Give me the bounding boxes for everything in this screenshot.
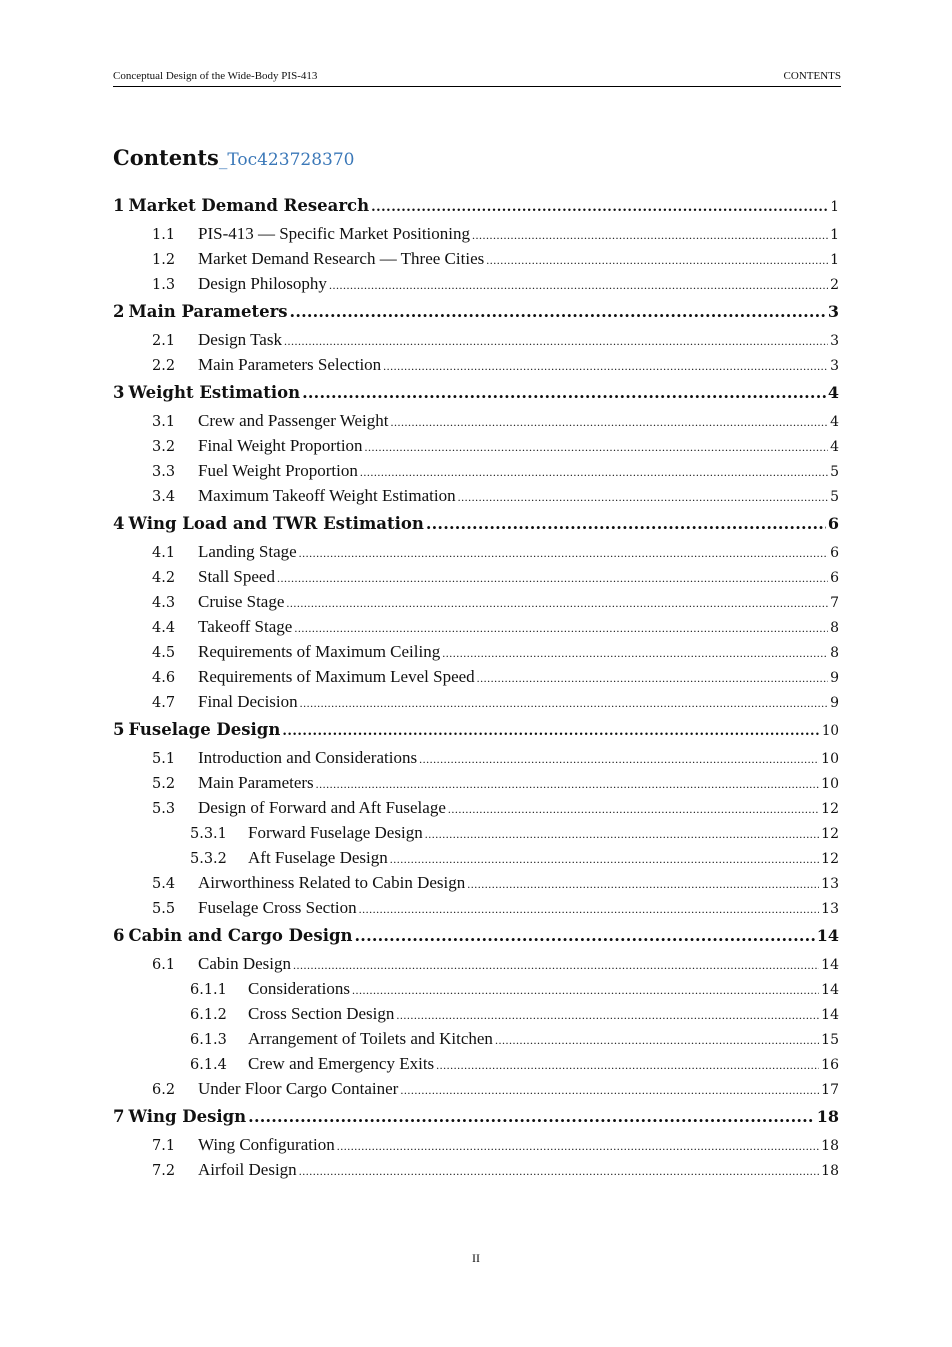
toc-entry-page: 4 (830, 414, 839, 430)
toc-entry[interactable] (113, 820, 839, 845)
toc-entry-title: Main Parameters (198, 773, 314, 792)
toc-entry-page: 18 (821, 1138, 839, 1154)
toc-entry[interactable] (113, 408, 839, 433)
toc-entry[interactable] (113, 1076, 839, 1101)
page-header (113, 68, 841, 87)
toc-dot-leader (316, 772, 820, 797)
toc-dot-leader (458, 485, 828, 510)
toc-entry-title: Market Demand Research — Three Cities (198, 249, 485, 268)
toc-entry-title: Requirements of Maximum Level Speed (198, 667, 475, 686)
toc-entry-number: 6.1 (152, 957, 176, 973)
toc-entry-number: 7.1 (152, 1138, 176, 1154)
toc-entry-page: 1 (830, 227, 839, 243)
toc-dot-leader (486, 248, 828, 273)
toc-dot-leader (396, 1003, 819, 1028)
toc-entry-number: 2.2 (152, 358, 176, 374)
toc-entry-title: Weight Estimation (128, 383, 301, 402)
toc-dot-leader (360, 460, 828, 485)
toc-entry-page: 10 (821, 751, 839, 767)
toc-dot-leader (284, 329, 828, 354)
toc-entry-number: 5.3 (152, 801, 176, 817)
toc-entry-number: 1.3 (152, 277, 176, 293)
toc-entry-number: 3.4 (152, 489, 176, 505)
toc-dot-leader (365, 435, 829, 460)
toc-entry-page: 6 (830, 570, 839, 586)
toc-entry-page: 3 (830, 333, 839, 349)
toc-entry-number: 6.1.1 (190, 982, 227, 998)
toc-entry[interactable] (113, 951, 839, 976)
toc-entry[interactable] (113, 564, 839, 589)
toc-entry-page: 10 (821, 776, 839, 792)
toc-entry[interactable] (113, 352, 839, 377)
toc-entry-title: Maximum Takeoff Weight Estimation (198, 486, 456, 505)
toc-entry[interactable] (113, 327, 839, 352)
toc-entry-title: Wing Design (128, 1107, 247, 1126)
toc-entry-number: 6.2 (152, 1082, 176, 1098)
toc-entry-title: Main Parameters (128, 302, 288, 321)
toc-entry-page: 6 (830, 545, 839, 561)
header-document-title: Conceptual Design of the Wide-Body PIS-413 (113, 70, 318, 82)
toc-entry[interactable] (113, 221, 839, 246)
toc-entry-title: Stall Speed (198, 567, 275, 586)
toc-entry-number: 5.2 (152, 776, 176, 792)
toc-entry-page: 8 (830, 645, 839, 661)
toc-dot-leader (337, 1134, 819, 1159)
toc-entry[interactable] (113, 745, 839, 770)
toc-entry-title: Landing Stage (198, 542, 297, 561)
toc-entry-title: Market Demand Research (128, 196, 370, 215)
toc-dot-leader (293, 953, 819, 978)
toc-entry-page: 14 (821, 957, 839, 973)
toc-entry-number: 5.3.1 (190, 826, 227, 842)
toc-dot-leader (472, 223, 828, 248)
toc-entry-number: 4.2 (152, 570, 176, 586)
toc-dot-leader (467, 872, 819, 897)
toc-entry[interactable] (113, 458, 839, 483)
toc-entry[interactable] (113, 976, 839, 1001)
toc-entry-number: 3.1 (152, 414, 176, 430)
toc-entry-page: 2 (830, 277, 839, 293)
toc-entry-number: 3 (113, 383, 125, 402)
toc-entry[interactable] (113, 539, 839, 564)
page-footer (0, 1251, 952, 1266)
toc-entry-page: 7 (830, 595, 839, 611)
toc-entry-page: 18 (821, 1163, 839, 1179)
toc-entry[interactable] (113, 1157, 839, 1182)
toc-entry-title: Introduction and Considerations (198, 748, 418, 767)
toc-entry-page: 5 (830, 464, 839, 480)
toc-dot-leader (383, 354, 828, 379)
toc-entry-page: 4 (827, 383, 839, 402)
toc-entry[interactable] (113, 639, 839, 664)
toc-entry[interactable] (113, 714, 839, 745)
toc-dot-leader (352, 978, 819, 1003)
toc-entry-number: 3.2 (152, 439, 176, 455)
toc-dot-leader (442, 641, 828, 666)
toc-dot-leader (477, 666, 828, 691)
toc-dot-leader (282, 716, 819, 747)
toc-entry-title: Cabin and Cargo Design (128, 926, 353, 945)
toc-entry-page: 15 (821, 1032, 839, 1048)
toc-entry-page: 8 (830, 620, 839, 636)
toc-dot-leader (390, 410, 828, 435)
toc-dot-leader (390, 847, 819, 872)
toc-entry-page: 14 (816, 926, 839, 945)
toc-entry[interactable] (113, 845, 839, 870)
toc-entry-number: 1 (113, 196, 125, 215)
toc-entry-number: 5.3.2 (190, 851, 227, 867)
toc-entry-page: 4 (830, 439, 839, 455)
contents-title: Contents (113, 145, 219, 170)
toc-entry-number: 5.1 (152, 751, 176, 767)
toc-dot-leader (426, 508, 826, 539)
toc-entry[interactable] (113, 664, 839, 689)
toc-dot-leader (495, 1028, 819, 1053)
toc-dot-leader (302, 377, 826, 408)
toc-entry[interactable] (113, 246, 839, 271)
toc-entry-number: 4.6 (152, 670, 176, 686)
toc-dot-leader (300, 691, 828, 716)
toc-entry-title: PIS-413 — Specific Market Positioning (198, 224, 470, 243)
toc-entry-title: Design Philosophy (198, 274, 327, 293)
toc-dot-leader (286, 591, 828, 616)
toc-entry-title: Wing Configuration (198, 1135, 335, 1154)
header-section-label: CONTENTS (783, 70, 841, 82)
toc-entry-number: 4.3 (152, 595, 176, 611)
toc-entry[interactable] (113, 1132, 839, 1157)
toc-entry-number: 3.3 (152, 464, 176, 480)
toc-entry[interactable] (113, 770, 839, 795)
page-number: II (472, 1251, 480, 1265)
toc-dot-leader (448, 797, 819, 822)
toc-dot-leader (248, 1101, 815, 1132)
toc-dot-leader (277, 566, 828, 591)
toc-entry-title: Fuselage Cross Section (198, 898, 357, 917)
toc-entry-page: 12 (821, 826, 839, 842)
toc-entry-number: 1.2 (152, 252, 176, 268)
toc-entry-title: Cross Section Design (248, 1004, 395, 1023)
toc-entry-title: Arrangement of Toilets and Kitchen (248, 1029, 493, 1048)
toc-entry-title: Takeoff Stage (198, 617, 293, 636)
toc-entry-title: Crew and Passenger Weight (198, 411, 389, 430)
toc-entry-title: Design Task (198, 330, 282, 349)
toc-entry-page: 12 (821, 851, 839, 867)
toc-entry-title: Design of Forward and Aft Fuselage (198, 798, 446, 817)
toc-entry[interactable] (113, 920, 839, 951)
toc-entry[interactable] (113, 1001, 839, 1026)
toc-entry-title: Airfoil Design (198, 1160, 297, 1179)
toc-entry-page: 14 (821, 1007, 839, 1023)
toc-entry[interactable] (113, 296, 839, 327)
toc-entry[interactable] (113, 190, 839, 221)
toc-entry-number: 4.1 (152, 545, 176, 561)
toc-entry-page: 6 (827, 514, 839, 533)
toc-entry-page: 16 (821, 1057, 839, 1073)
toc-entry-title: Aft Fuselage Design (248, 848, 388, 867)
toc-entry-page: 14 (821, 982, 839, 998)
toc-entry-number: 5.4 (152, 876, 176, 892)
toc-dot-leader (299, 541, 828, 566)
toc-entry[interactable] (113, 433, 839, 458)
toc-entry-title: Fuselage Design (128, 720, 281, 739)
toc-anchor-link[interactable]: _Toc423728370 (218, 150, 355, 170)
toc-entry-number: 6 (113, 926, 125, 945)
toc-entry-title: Wing Load and TWR Estimation (128, 514, 424, 533)
toc-entry-page: 18 (816, 1107, 839, 1126)
toc-entry[interactable] (113, 1101, 839, 1132)
toc-entry[interactable] (113, 895, 839, 920)
toc-entry-title: Requirements of Maximum Ceiling (198, 642, 441, 661)
toc-entry-page: 9 (830, 695, 839, 711)
toc-entry-page: 13 (821, 876, 839, 892)
toc-entry-title: Airworthiness Related to Cabin Design (198, 873, 466, 892)
toc-dot-leader (419, 747, 819, 772)
toc-entry-page: 5 (830, 489, 839, 505)
toc-entry-title: Final Decision (198, 692, 298, 711)
toc-entry-page: 9 (830, 670, 839, 686)
toc-entry[interactable] (113, 271, 839, 296)
toc-entry-number: 4.4 (152, 620, 176, 636)
toc-entry-page: 3 (827, 302, 839, 321)
toc-entry[interactable] (113, 870, 839, 895)
toc-entry-page: 12 (821, 801, 839, 817)
toc-dot-leader (290, 296, 826, 327)
toc-entry-page: 1 (830, 199, 839, 215)
toc-entry-number: 4.5 (152, 645, 176, 661)
toc-entry-number: 5 (113, 720, 125, 739)
contents-heading (113, 145, 354, 170)
toc-entry-page: 10 (821, 723, 839, 739)
toc-dot-leader (436, 1053, 819, 1078)
toc-entry-number: 2.1 (152, 333, 176, 349)
toc-dot-leader (294, 616, 828, 641)
toc-dot-leader (425, 822, 819, 847)
toc-dot-leader (329, 273, 828, 298)
toc-entry-title: Cruise Stage (198, 592, 285, 611)
toc-entry-number: 5.5 (152, 901, 176, 917)
toc-entry-title: Main Parameters Selection (198, 355, 382, 374)
toc-entry[interactable] (113, 795, 839, 820)
toc-entry-title: Crew and Emergency Exits (248, 1054, 435, 1073)
toc-entry-title: Forward Fuselage Design (248, 823, 423, 842)
toc-entry-number: 7.2 (152, 1163, 176, 1179)
toc-entry-number: 4 (113, 514, 125, 533)
toc-dot-leader (359, 897, 820, 922)
toc-entry-page: 1 (830, 252, 839, 268)
toc-entry-title: Fuel Weight Proportion (198, 461, 358, 480)
toc-entry-number: 7 (113, 1107, 125, 1126)
toc-entry[interactable] (113, 689, 839, 714)
toc-entry-page: 3 (830, 358, 839, 374)
toc-entry-page: 17 (821, 1082, 839, 1098)
toc-entry-number: 6.1.3 (190, 1032, 227, 1048)
toc-entry-page: 13 (821, 901, 839, 917)
toc-dot-leader (371, 192, 828, 223)
toc-entry[interactable] (113, 377, 839, 408)
toc-entry-title: Cabin Design (198, 954, 292, 973)
toc-entry[interactable] (113, 589, 839, 614)
toc-entry-title: Considerations (248, 979, 350, 998)
toc-entry-title: Under Floor Cargo Container (198, 1079, 399, 1098)
toc-entry-number: 6.1.2 (190, 1007, 227, 1023)
toc-entry[interactable] (113, 508, 839, 539)
toc-entry[interactable] (113, 483, 839, 508)
toc-dot-leader (355, 920, 815, 951)
toc-entry-number: 1.1 (152, 227, 176, 243)
toc-dot-leader (400, 1078, 819, 1103)
toc-entry[interactable] (113, 1051, 839, 1076)
table-of-contents (113, 190, 839, 1182)
toc-entry[interactable] (113, 614, 839, 639)
toc-entry-number: 6.1.4 (190, 1057, 227, 1073)
toc-entry-number: 4.7 (152, 695, 176, 711)
toc-dot-leader (299, 1159, 819, 1184)
toc-entry-number: 2 (113, 302, 125, 321)
toc-entry[interactable] (113, 1026, 839, 1051)
toc-entry-title: Final Weight Proportion (198, 436, 363, 455)
